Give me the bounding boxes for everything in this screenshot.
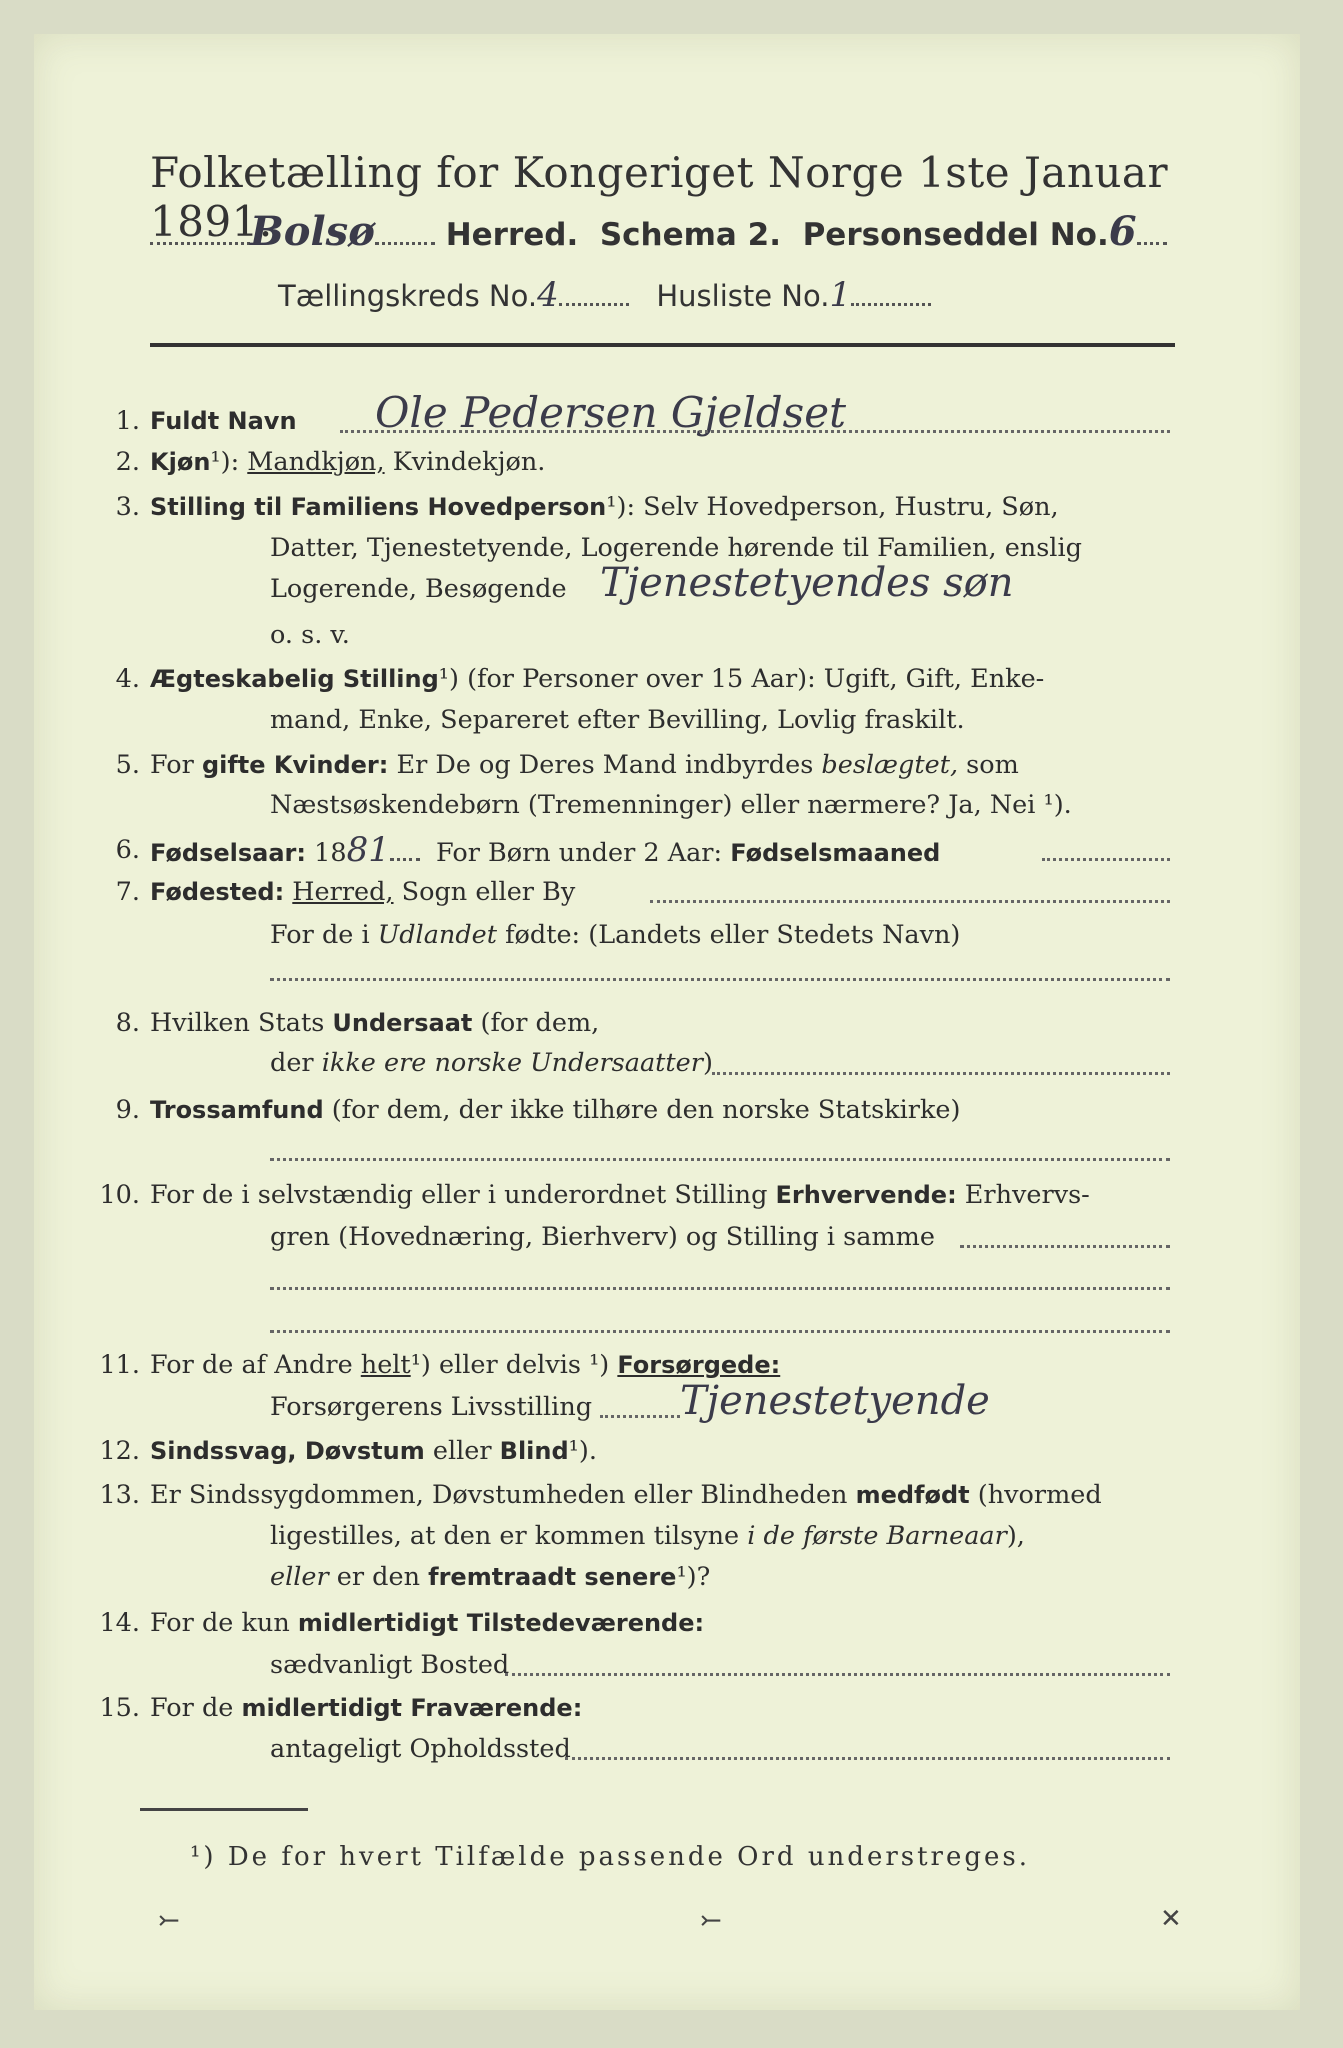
item-10: 10. For de i selvstændig eller i underordnet Stilling Erhvervende: Erhvervs- <box>99 1180 1090 1210</box>
q11-fill <box>600 1415 680 1418</box>
kreds-line <box>278 275 931 315</box>
q14-fill <box>505 1673 1170 1676</box>
item-4: 4. Ægteskabelig Stilling¹) (for Personer over 15 Aar): Ugift, Gift, Enke- <box>115 664 1045 694</box>
personseddel-value: 6 <box>1108 208 1137 255</box>
item-8: 8. Hvilken Stats Undersaat (for dem, <box>115 1008 600 1038</box>
husliste-value: 1 <box>829 275 852 315</box>
item-13: 13. Er Sindssygdommen, Døvstumheden eller Blindheden medfødt (hvormed <box>99 1480 1102 1510</box>
item-3: 3. Stilling til Familiens Hovedperson¹): Selv Hovedperson, Hustru, Søn, <box>115 492 1059 522</box>
corner-mark-left: ⤚ <box>158 1906 180 1936</box>
q3-line4: o. s. v. <box>270 620 350 650</box>
q2-option-female: Kvindekjøn. <box>392 447 546 477</box>
q8-fill <box>712 1072 1170 1075</box>
q6-year-hand: 81 <box>346 830 390 870</box>
q9-fill <box>270 1158 1170 1161</box>
q6-fill <box>1042 858 1170 861</box>
q8-line2: der ikke ere norske Undersaatter) <box>270 1048 713 1078</box>
q10-fill3 <box>270 1330 1170 1333</box>
header-rule <box>150 343 1175 347</box>
corner-mark-right: ✕ <box>1160 1904 1182 1934</box>
item-11: 11. For de af Andre helt¹) eller delvis ¹) Forsørgede: <box>99 1350 781 1380</box>
q10-fill <box>960 1245 1170 1248</box>
item-12: 12. Sindssvag, Døvstum eller Blind¹). <box>99 1436 597 1466</box>
q1-fill <box>340 430 1170 433</box>
herred-line <box>150 208 1167 255</box>
q10-fill2 <box>270 1287 1170 1290</box>
q1-answer: Ole Pedersen Gjeldset <box>375 388 846 437</box>
q3-line3: Logerende, Besøgende <box>270 574 567 604</box>
item-14: 14. For de kun midlertidigt Tilstedeværende: <box>99 1608 705 1638</box>
item-15: 15. For de midlertidigt Fraværende: <box>99 1693 583 1723</box>
q13-line2: ligestilles, at den er kommen tilsyne i de første Barneaar), <box>270 1521 1025 1551</box>
item-2: 2. Kjøn¹): Mandkjøn, Kvindekjøn. <box>115 447 546 477</box>
q3-line2: Datter, Tjenestetyende, Logerende hørende til Familien, enslig <box>270 533 1082 563</box>
husliste-label: Husliste No. <box>656 279 830 313</box>
item-5: 5. For gifte Kvinder: Er De og Deres Mand indbyrdes beslægtet, som <box>115 750 1019 780</box>
q15-line2: antageligt Opholdssted <box>270 1734 571 1764</box>
item-9: 9. Trossamfund (for dem, der ikke tilhøre den norske Statskirke) <box>115 1095 961 1125</box>
q1-label: Fuldt Navn <box>150 407 297 435</box>
personseddel-label: Personseddel No. <box>802 217 1109 253</box>
footnote: ¹) De for hvert Tilfælde passende Ord understreges. <box>190 1842 1031 1872</box>
q11-line2: Forsørgerens Livsstilling <box>270 1392 593 1422</box>
q3-answer: Tjenestetyendes søn <box>600 560 1014 606</box>
kreds-value: 4 <box>537 275 559 315</box>
q7-line2: For de i Udlandet fødte: (Landets eller Stedets Navn) <box>270 920 961 950</box>
center-mark: ⤚ <box>700 1906 722 1936</box>
item-7: 7. Fødested: Herred, Sogn eller By <box>115 877 576 907</box>
herred-value: Bolsø <box>250 208 375 255</box>
schema-label: Schema 2. <box>599 217 781 253</box>
q13-line3: eller er den fremtraadt senere¹)? <box>270 1562 711 1592</box>
q4-line2: mand, Enke, Separeret efter Bevilling, Lovlig fraskilt. <box>270 705 965 735</box>
q5-line2: Næstsøskendebørn (Tremenninger) eller nærmere? Ja, Nei ¹). <box>270 790 1072 820</box>
q11-answer: Tjenestetyende <box>680 1378 990 1424</box>
q14-line2: sædvanligt Bosted <box>270 1650 510 1680</box>
footnote-rule <box>140 1808 308 1811</box>
q2-option-male: Mandkjøn, <box>247 447 385 477</box>
q7-fill <box>650 900 1170 903</box>
herred-label: Herred. <box>445 217 579 253</box>
item-1: 1. Fuldt Navn <box>115 406 297 436</box>
q15-fill <box>565 1757 1170 1760</box>
q7-fill2 <box>270 978 1170 981</box>
kreds-label: Tællingskreds No. <box>278 279 538 313</box>
form-title: Folketælling for Kongeriget Norge 1ste Januar 1891. <box>150 148 1169 246</box>
item-6: 6. Fødselsaar: 1881 For Børn under 2 Aar: Fødselsmaaned <box>115 830 941 870</box>
q10-line2: gren (Hovednæring, Bierhverv) og Stilling i samme <box>270 1222 935 1252</box>
